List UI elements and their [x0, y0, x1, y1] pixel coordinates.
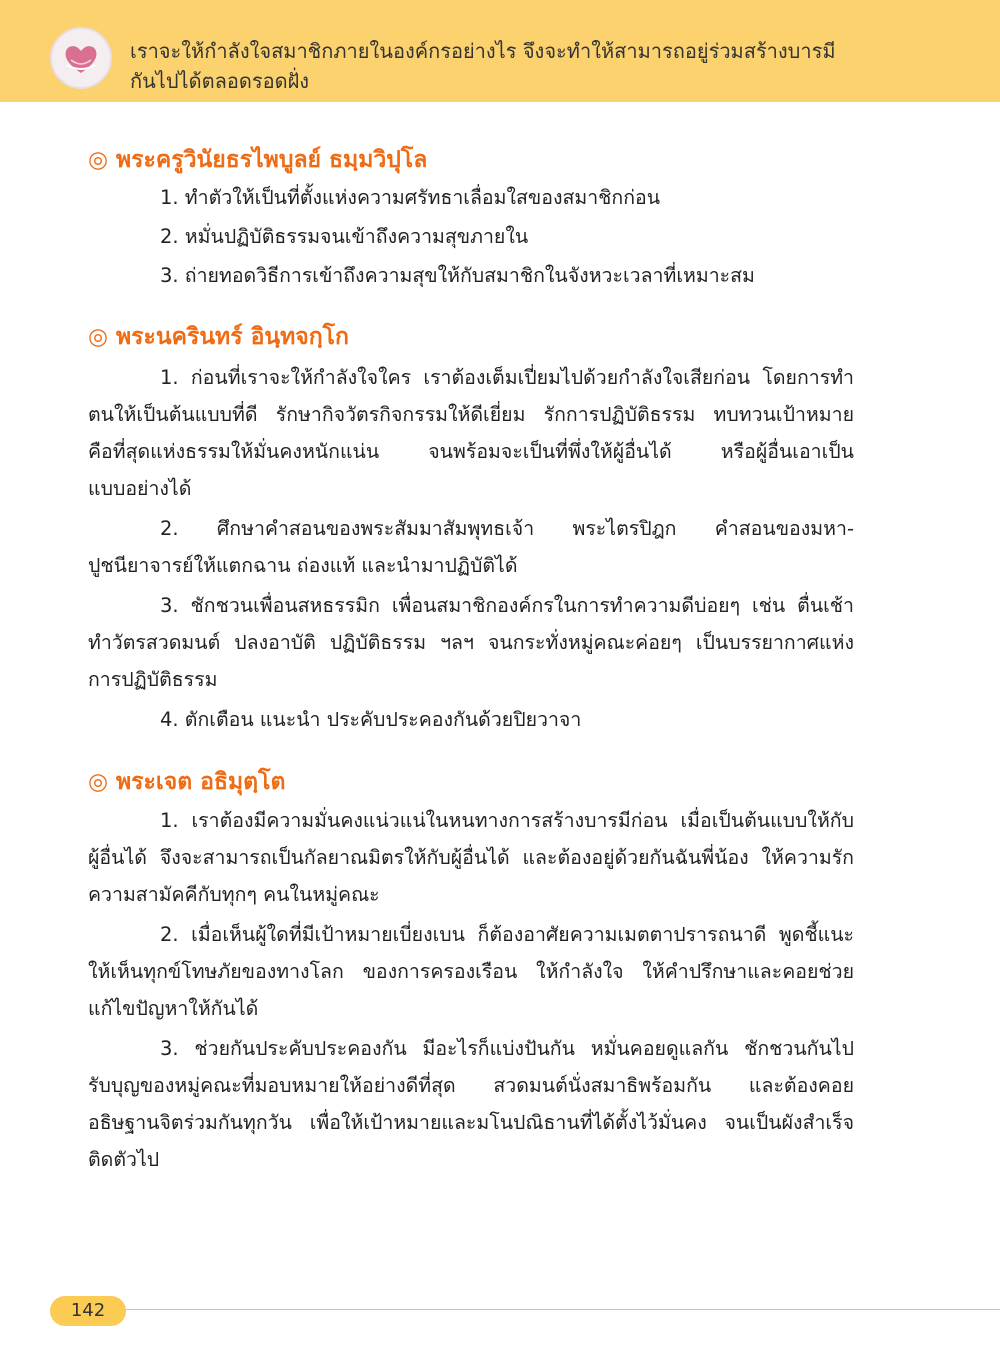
- paragraph-line: 1. ทำตัวให้เป็นที่ตั้งแห่งความศรัทธาเลื่อมใสของสมาชิกก่อน: [160, 186, 661, 209]
- section-heading-text: พระครูวินัยธรไพบูลย์ ธมฺมวิปุโล: [116, 147, 428, 173]
- paragraph-line: ปูชนียาจารย์ให้แตกฉาน ถ่องแท้ และนำมาปฏิบัติได้: [88, 554, 518, 577]
- paragraph-line: 3. ชักชวนเพื่อนสหธรรมิก เพื่อนสมาชิกองค์กรในการทำความดีบ่อยๆ เช่น ตื่นเช้า: [160, 594, 854, 617]
- paragraph-line: คือที่สุดแห่งธรรมให้มั่นคงหนักแน่น จนพร้อมจะเป็นที่พึ่งให้ผู้อื่นได้ หรือผู้อื่นเอาเป็น: [88, 440, 854, 463]
- paragraph-line: 2. หมั่นปฏิบัติธรรมจนเข้าถึงความสุขภายใน: [160, 225, 529, 248]
- bullet-icon: ◎: [88, 324, 109, 350]
- paragraph-line: 3. ถ่ายทอดวิธีการเข้าถึงความสุขให้กับสมาชิกในจังหวะเวลาที่เหมาะสม: [160, 264, 755, 287]
- paragraph-line: ทำวัตรสวดมนต์ ปลงอาบัติ ปฏิบัติธรรม ฯลฯ จนกระทั่งหมู่คณะค่อยๆ เป็นบรรยากาศแห่ง: [88, 631, 854, 654]
- paragraph-line: ติดตัวไป: [88, 1148, 160, 1171]
- paragraph-line: รับบุญของหมู่คณะที่มอบหมายให้อย่างดีที่สุด สวดมนต์นั่งสมาธิพร้อมกัน และต้องคอย: [88, 1074, 854, 1097]
- paragraph-line: แบบอย่างได้: [88, 477, 192, 500]
- paragraph-line: 1. ก่อนที่เราจะให้กำลังใจใคร เราต้องเต็มเปี่ยมไปด้วยกำลังใจเสียก่อน โดยการทำ: [160, 366, 854, 389]
- page-number: 142: [50, 1296, 126, 1326]
- paragraph-line: 1. เราต้องมีความมั่นคงแน่วแน่ในหนทางการสร้างบารมีก่อน เมื่อเป็นต้นแบบให้กับ: [160, 809, 854, 832]
- section-heading-text: พระเจต อธิมุตฺโต: [116, 769, 286, 795]
- bullet-icon: ◎: [88, 769, 109, 795]
- paragraph-line: 2. ศึกษาคำสอนของพระสัมมาสัมพุทธเจ้า พระไตรปิฎก คำสอนของมหา-: [160, 517, 854, 540]
- footer-divider: [120, 1309, 1000, 1310]
- header-title-line-1: เราจะให้กำลังใจสมาชิกภายในองค์กรอย่างไร จึงจะทำให้สามารถอยู่ร่วมสร้างบารมี: [130, 39, 836, 63]
- logo: [50, 27, 112, 89]
- heart-hands-icon: [61, 39, 101, 79]
- paragraph-line: อธิษฐานจิตร่วมกันทุกวัน เพื่อให้เป้าหมายและมโนปณิธานที่ได้ตั้งไว้มั่นคง จนเป็นผังสำเร็จ: [88, 1111, 854, 1134]
- section-heading-1: [88, 143, 427, 177]
- bullet-icon: ◎: [88, 147, 109, 173]
- section-heading-text: พระนครินทร์ อินฺทจกฺโก: [116, 324, 349, 350]
- paragraph-line: 3. ช่วยกันประคับประคองกัน มีอะไรก็แบ่งปันกัน หมั่นคอยดูแลกัน ชักชวนกันไป: [160, 1037, 854, 1060]
- paragraph-line: ความสามัคคีกับทุกๆ คนในหมู่คณะ: [88, 883, 380, 906]
- section-heading-2: [88, 320, 349, 354]
- section-heading-3: [88, 765, 285, 799]
- paragraph-line: ตนให้เป็นต้นแบบที่ดี รักษากิจวัตรกิจกรรมให้ดีเยี่ยม รักการปฏิบัติธรรม ทบทวนเป้าหมาย: [88, 403, 854, 426]
- paragraph-line: 2. เมื่อเห็นผู้ใดที่มีเป้าหมายเบี่ยงเบน ก็ต้องอาศัยความเมตตาปรารถนาดี พูดชี้แนะ: [160, 923, 854, 946]
- paragraph-line: การปฏิบัติธรรม: [88, 668, 218, 691]
- paragraph-line: ผู้อื่นได้ จึงจะสามารถเป็นกัลยาณมิตรให้กับผู้อื่นได้ และต้องอยู่ด้วยกันฉันพี่น้อง ให้ความรัก: [88, 846, 854, 869]
- page-header: [0, 0, 1000, 102]
- page-header-title: [130, 36, 980, 96]
- header-title-line-2: กันไปได้ตลอดรอดฝั่ง: [130, 69, 310, 93]
- paragraph-line: 4. ตักเตือน แนะนำ ประคับประคองกันด้วยปิยวาจา: [160, 708, 582, 731]
- paragraph-line: ให้เห็นทุกข์โทษภัยของทางโลก ของการครองเรือน ให้กำลังใจ ให้คำปรึกษาและคอยช่วย: [88, 960, 854, 983]
- paragraph-line: แก้ไขปัญหาให้กันได้: [88, 997, 259, 1020]
